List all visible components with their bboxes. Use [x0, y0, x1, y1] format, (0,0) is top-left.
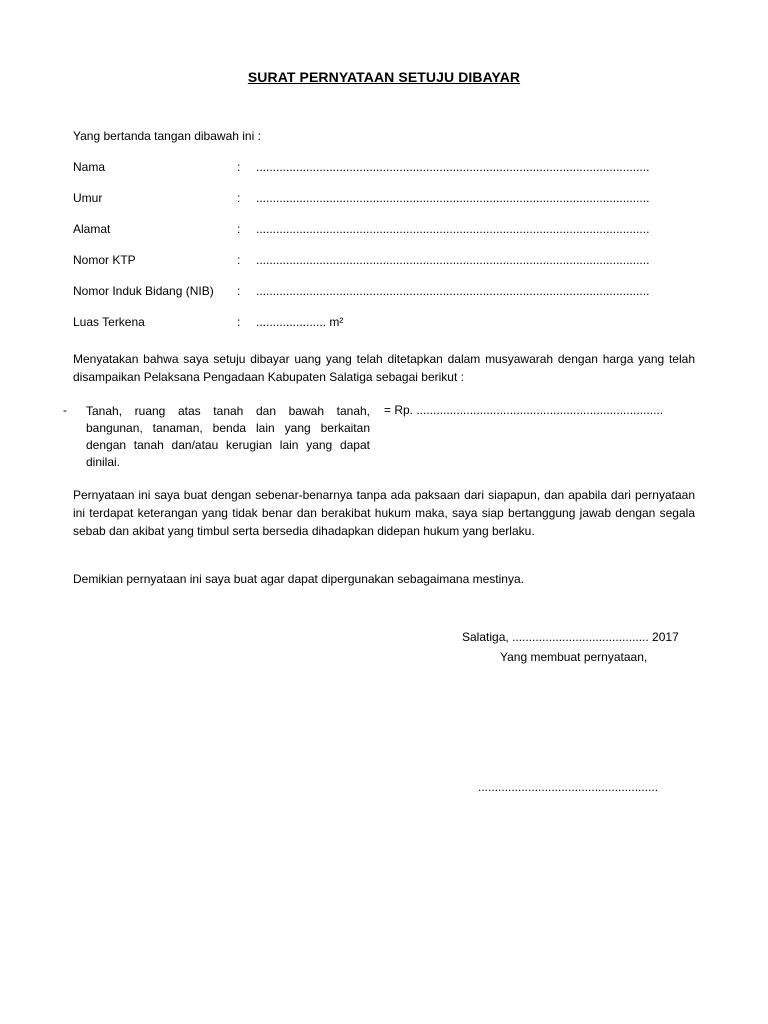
statement-paragraph: Menyatakan bahwa saya setuju dibayar uang yang telah ditetapkan dalam musyawarah dengan harga yang telah disampaikan Pelaksana Pengadaan Kabupaten Salatiga sebagai berikut :: [73, 352, 695, 384]
field-colon: :: [237, 222, 241, 236]
made-by-label: Yang membuat pernyataan,: [500, 650, 648, 664]
field-label-alamat: Alamat: [73, 222, 111, 236]
item-amount: = Rp. ..........................................................................: [384, 403, 664, 417]
field-label-nomor-ktp: Nomor KTP: [73, 253, 136, 267]
field-label-luas-terkena: Luas Terkena: [73, 315, 145, 329]
field-label-umur: Umur: [73, 191, 103, 205]
field-label-nama: Nama: [73, 160, 106, 174]
declaration-paragraph: Pernyataan ini saya buat dengan sebenar-benarnya tanpa ada paksaan dari siapapun, dan apabila dari pernyataan ini terdapat keterangan yang tidak benar dan berakibat hukum maka, saya siap bertanggung jawab dengan segala sebab dan akibat yang timbul serta bersedia dihadapkan didepan hukum yang berlaku.: [73, 488, 695, 538]
field-label-nib: Nomor Induk Bidang (NIB): [73, 284, 214, 298]
field-value-umur: ......................................................................................................................: [256, 191, 650, 205]
item-bullet: -: [63, 403, 67, 417]
field-colon: :: [237, 284, 241, 298]
place-date: Salatiga, ......................................... 2017: [462, 630, 679, 644]
field-colon: :: [237, 160, 241, 174]
intro-text: Yang bertanda tangan dibawah ini :: [73, 129, 261, 143]
field-value-alamat: ......................................................................................................................: [256, 222, 650, 236]
field-colon: :: [237, 315, 241, 329]
field-value-nib: ......................................................................................................................: [256, 284, 650, 298]
field-colon: :: [237, 253, 241, 267]
field-value-nama: ......................................................................................................................: [256, 160, 650, 174]
field-value-nomor-ktp: ......................................................................................................................: [256, 253, 650, 267]
closing-statement: Demikian pernyataan ini saya buat agar dapat dipergunakan sebagaimana mestinya.: [73, 572, 524, 586]
signature-line: ......................................................: [478, 780, 659, 794]
field-colon: :: [237, 191, 241, 205]
document-title: SURAT PERNYATAAN SETUJU DIBAYAR: [247, 69, 521, 85]
item-description: Tanah, ruang atas tanah dan bawah tanah, bangunan, tanaman, benda lain yang berkaitan dengan tanah dan/atau kerugian lain yang dapat dinilai.: [86, 404, 370, 469]
field-value-luas-terkena: ..................... m²: [256, 315, 344, 329]
